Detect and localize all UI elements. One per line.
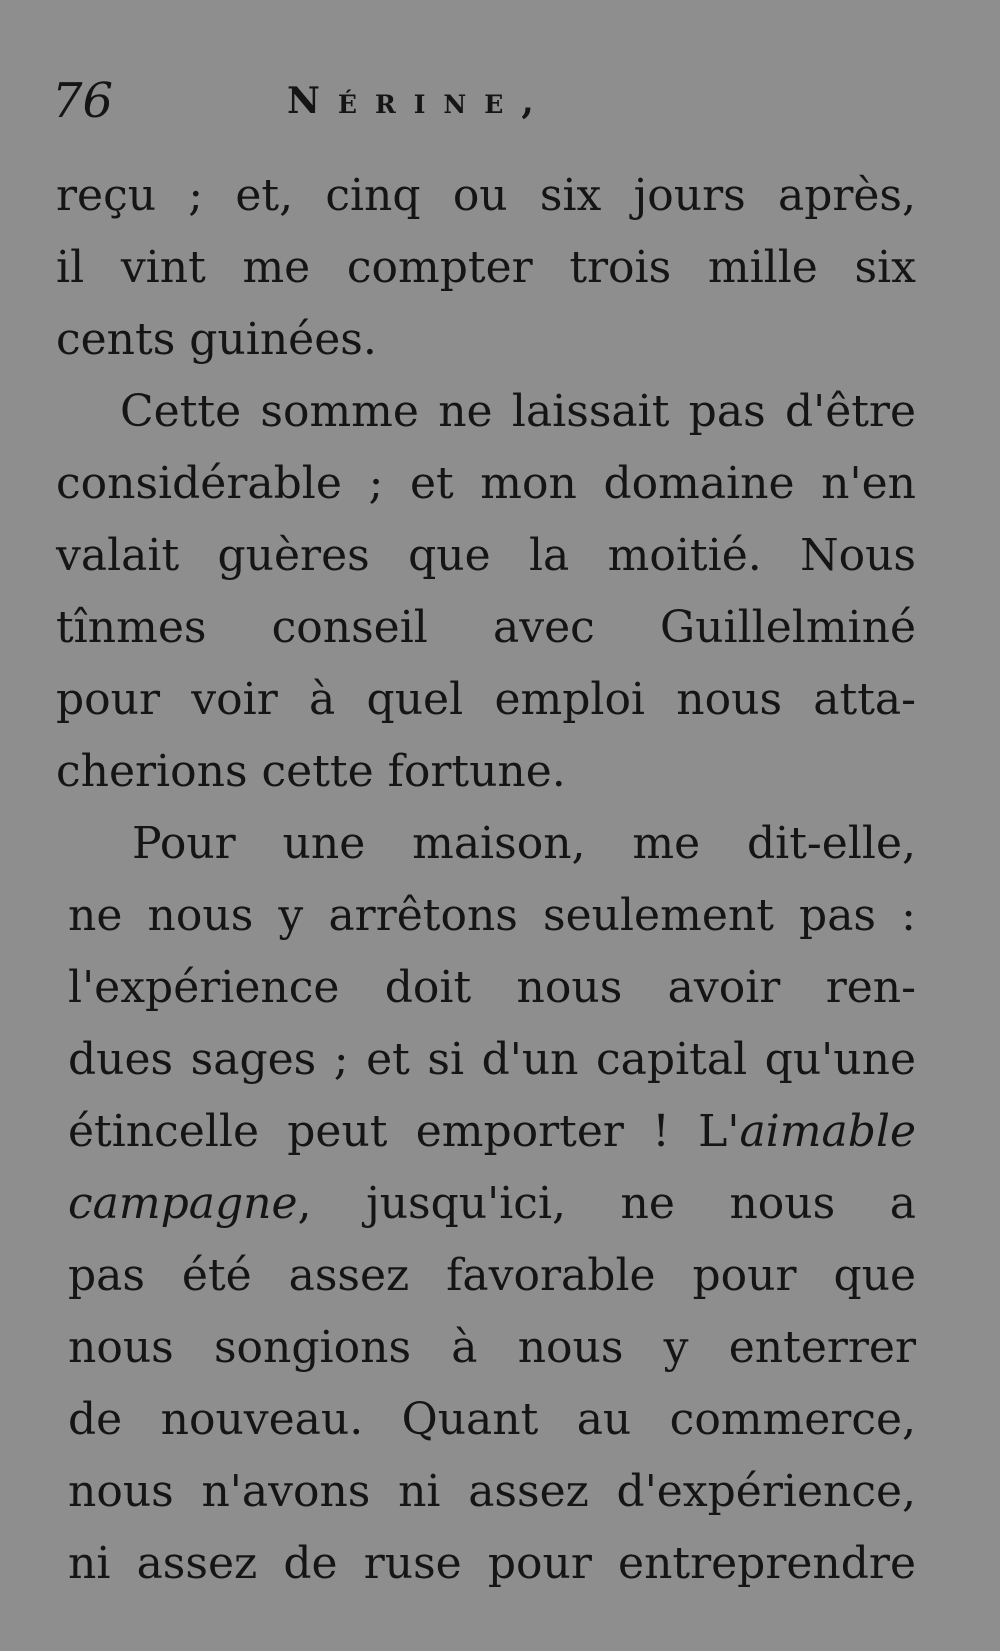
- text-line: valait guères que la moitié. Nous: [56, 530, 916, 581]
- text-line: l'expérience doit nous avoir ren-: [68, 962, 916, 1013]
- text-line: cents guinées.: [56, 314, 377, 365]
- text-line: tînmes conseil avec Guillelminé: [56, 602, 916, 653]
- text-line: pas été assez favorable pour que: [68, 1250, 916, 1301]
- text-line: cherions cette fortune.: [56, 746, 566, 797]
- text-line: nous songions à nous y enterrer: [68, 1322, 916, 1373]
- page-number: 76: [52, 73, 114, 129]
- text-line: il vint me compter trois mille six: [56, 242, 916, 293]
- italic-text: aimable: [739, 1106, 916, 1157]
- text-line: ni assez de ruse pour entreprendre: [68, 1538, 916, 1589]
- body-text: [56, 160, 916, 1600]
- text-line: considérable ; et mon domaine n'en: [56, 458, 916, 509]
- text-segment: , jusqu'ici, ne nous a: [297, 1178, 916, 1229]
- text-line: reçu ; et, cinq ou six jours après,: [56, 170, 916, 221]
- paragraph-first-line: Pour une maison, me dit-elle,: [132, 818, 916, 869]
- text-line-with-italic: [68, 1168, 916, 1240]
- running-title: Nérine,: [287, 80, 552, 122]
- text-segment: étincelle peut emporter ! L': [68, 1106, 740, 1157]
- text-line: nous n'avons ni assez d'expérience,: [68, 1466, 916, 1517]
- page-header: [52, 72, 932, 142]
- italic-text: campagne: [68, 1178, 298, 1229]
- text-line-with-italic: [68, 1096, 916, 1168]
- paragraph-first-line: Cette somme ne laissait pas d'être: [120, 386, 916, 437]
- text-line: de nouveau. Quant au commerce,: [68, 1394, 916, 1445]
- text-line: pour voir à quel emploi nous atta-: [56, 674, 916, 725]
- text-line: ne nous y arrêtons seulement pas :: [68, 890, 916, 941]
- text-line: dues sages ; et si d'un capital qu'une: [68, 1034, 916, 1085]
